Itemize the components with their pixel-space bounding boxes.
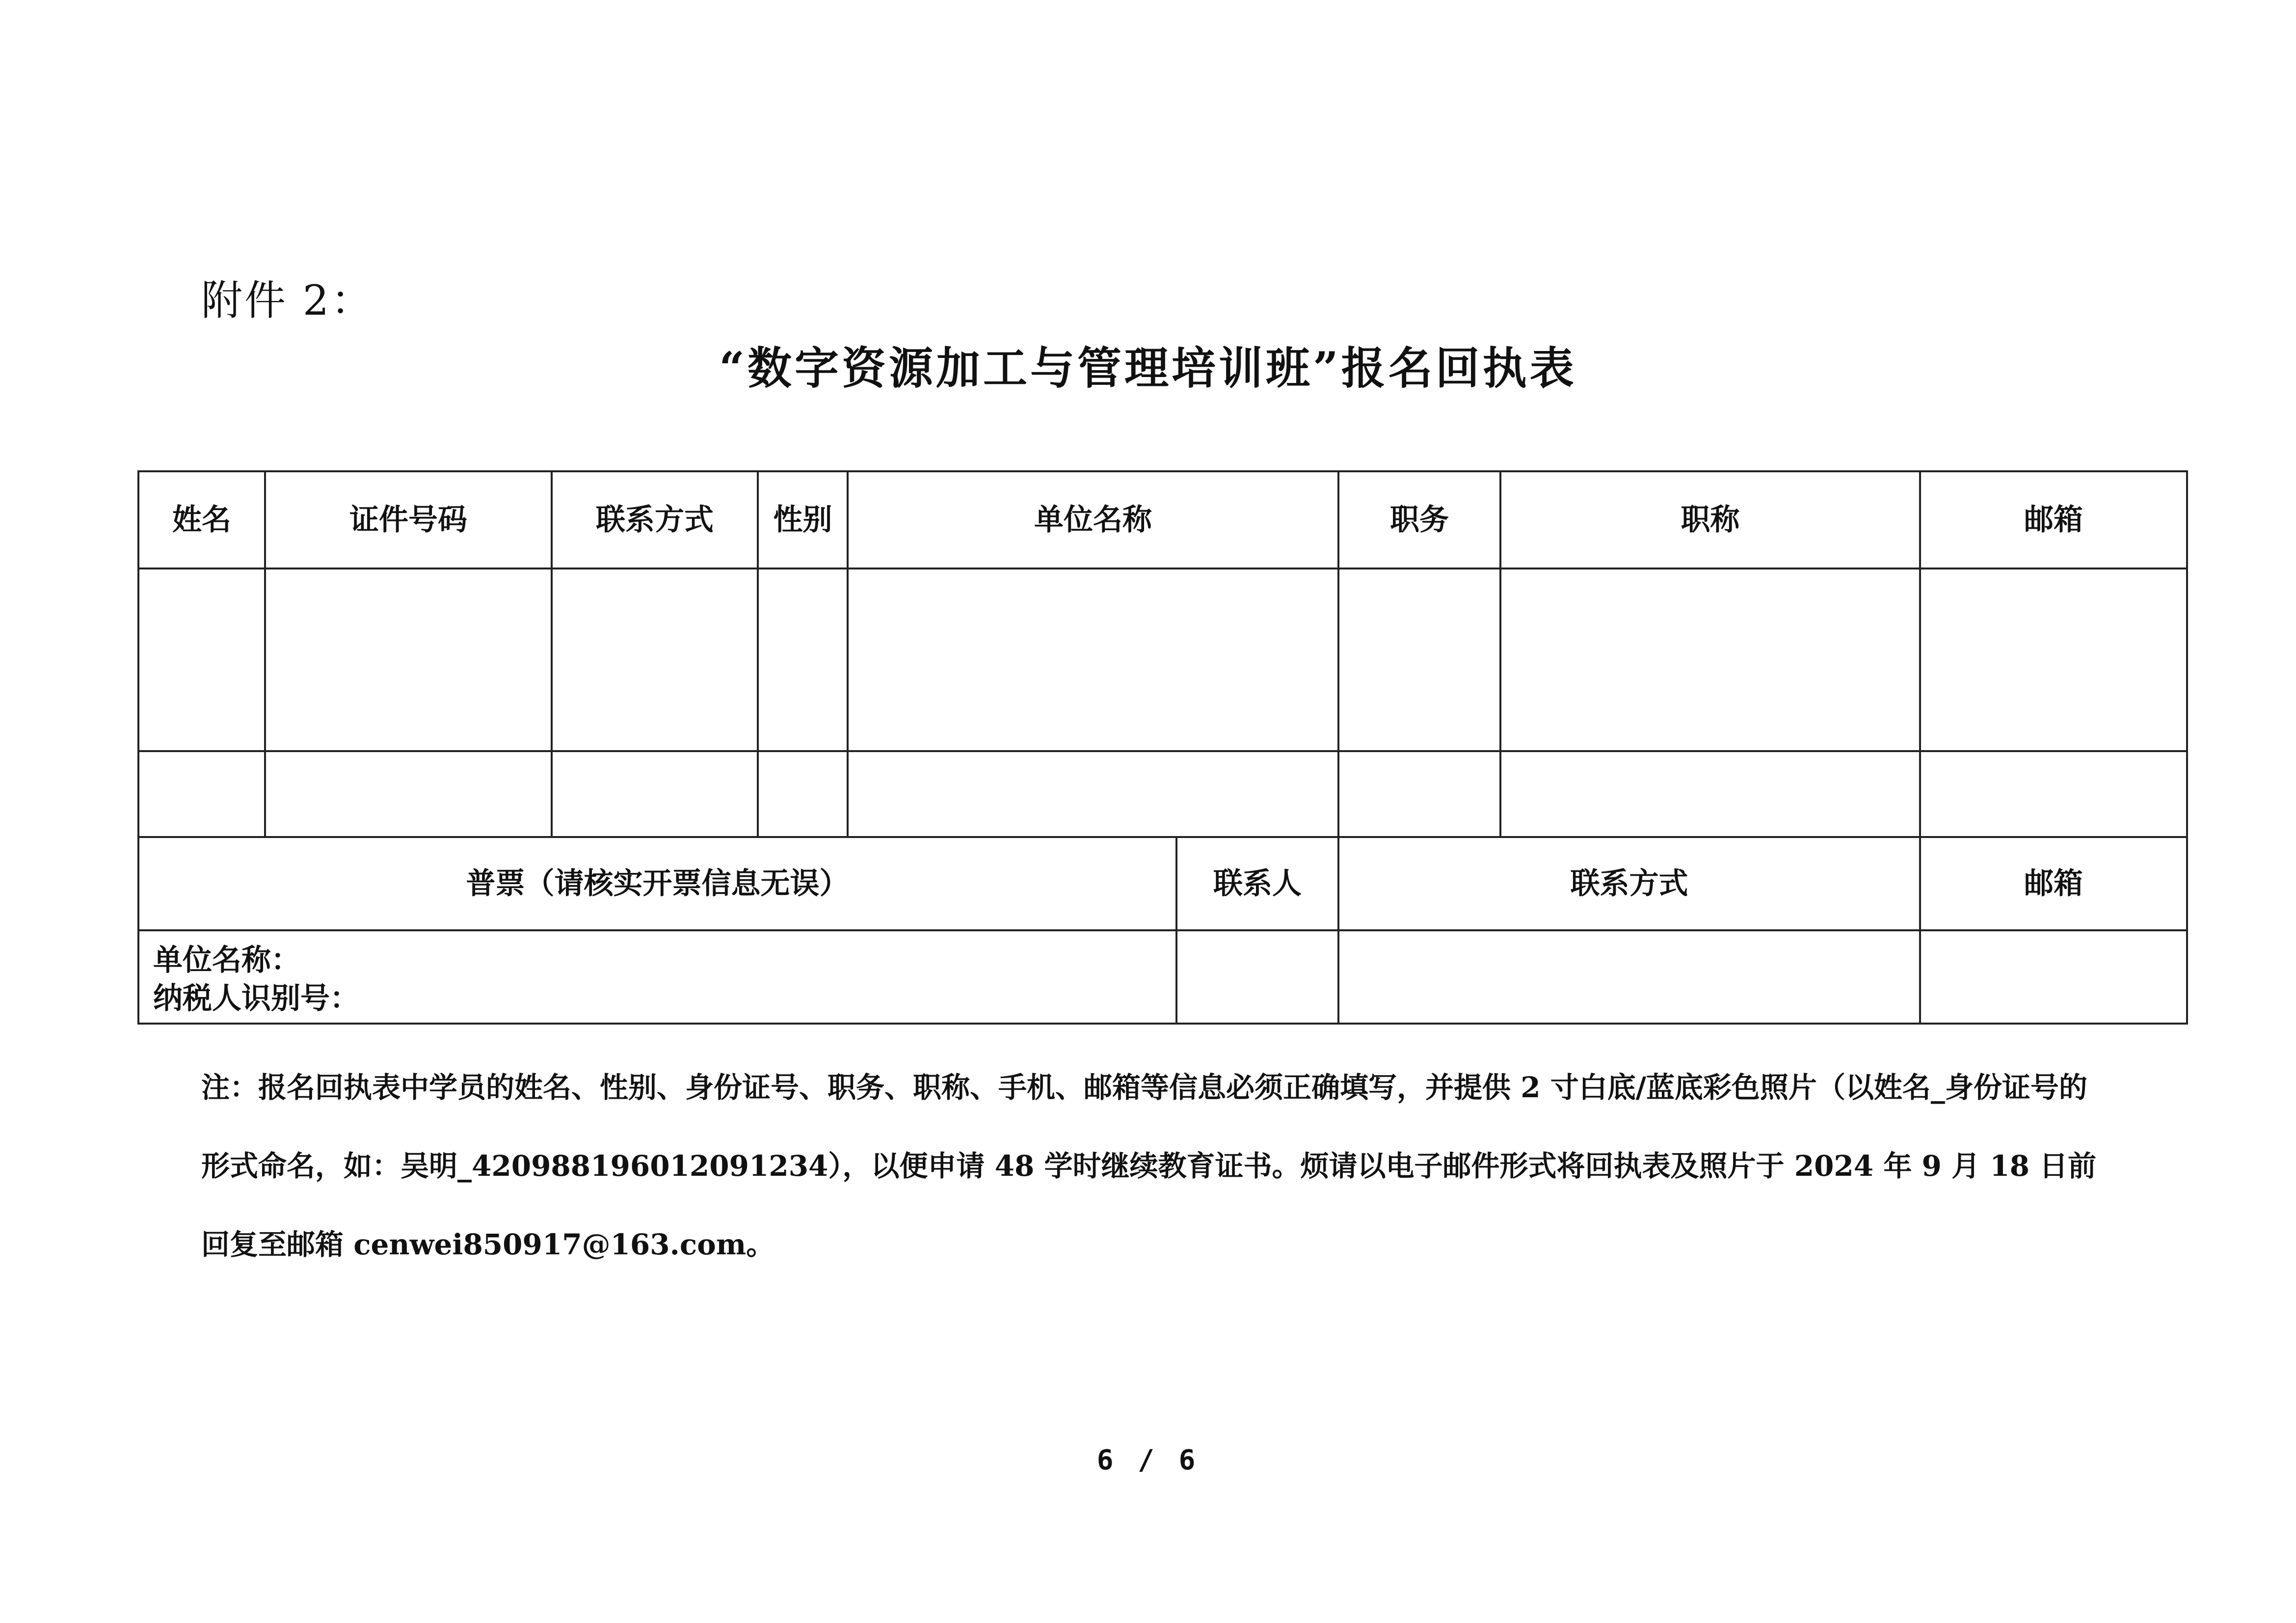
cell-gender[interactable]	[758, 568, 848, 751]
header-title: 职称	[1500, 471, 1920, 568]
page-number: 6 / 6	[1096, 1444, 1200, 1476]
contact-person-header: 联系人	[1176, 837, 1338, 930]
page-title: “数字资源加工与管理培训班”报名回执表	[719, 342, 1577, 394]
header-id-number: 证件号码	[265, 471, 552, 568]
cell-unit-name[interactable]	[848, 568, 1338, 751]
cell-position[interactable]	[1338, 568, 1500, 751]
cell-position[interactable]	[1338, 751, 1500, 837]
participant-row	[138, 751, 2187, 837]
invoice-header-row	[138, 837, 2187, 930]
registration-table	[137, 470, 2188, 1025]
contact-method-header: 联系方式	[1338, 837, 1920, 930]
cell-title[interactable]	[1500, 751, 1920, 837]
cell-contact[interactable]	[552, 751, 758, 837]
invoice-header: 普票（请核实开票信息无误）	[138, 837, 1176, 930]
cell-contact[interactable]	[552, 568, 758, 751]
cell-gender[interactable]	[758, 751, 848, 837]
participant-row	[138, 568, 2187, 751]
header-gender: 性别	[758, 471, 848, 568]
header-contact: 联系方式	[552, 471, 758, 568]
header-unit-name: 单位名称	[848, 471, 1338, 568]
cell-contact-method[interactable]	[1338, 930, 1920, 1024]
instructions-note: 注：报名回执表中学员的姓名、性别、身份证号、职务、职称、手机、邮箱等信息必须正确填写，并提供 2 寸白底/蓝底彩色照片（以姓名_身份证号的形式命名，如：吴明_420988196012091234），以便申请 48 学时继续教育证书。烦请以电子邮件形式将回执表及照片于 2024 年 9 月 18 日前回复至邮箱 cenwei850917@163.com。	[201, 1071, 2097, 1261]
cell-email[interactable]	[1920, 568, 2187, 751]
cell-unit-name[interactable]	[848, 751, 1338, 837]
cell-contact-person[interactable]	[1176, 930, 1338, 1024]
participant-header-row	[138, 471, 2187, 568]
taxpayer-id-label: 纳税人识别号：	[153, 981, 359, 1016]
cell-name[interactable]	[138, 751, 265, 837]
header-email: 邮箱	[1920, 471, 2187, 568]
invoice-email-header: 邮箱	[1920, 837, 2187, 930]
cell-name[interactable]	[138, 568, 265, 751]
cell-invoice-email[interactable]	[1920, 930, 2187, 1024]
cell-email[interactable]	[1920, 751, 2187, 837]
header-name: 姓名	[138, 471, 265, 568]
unit-name-label: 单位名称：	[153, 943, 300, 977]
invoice-details-cell[interactable]	[138, 930, 1176, 1024]
cell-id-number[interactable]	[265, 751, 552, 837]
invoice-row	[138, 930, 2187, 1024]
cell-title[interactable]	[1500, 568, 1920, 751]
attachment-label: 附件 2：	[201, 276, 374, 325]
cell-id-number[interactable]	[265, 568, 552, 751]
header-position: 职务	[1338, 471, 1500, 568]
